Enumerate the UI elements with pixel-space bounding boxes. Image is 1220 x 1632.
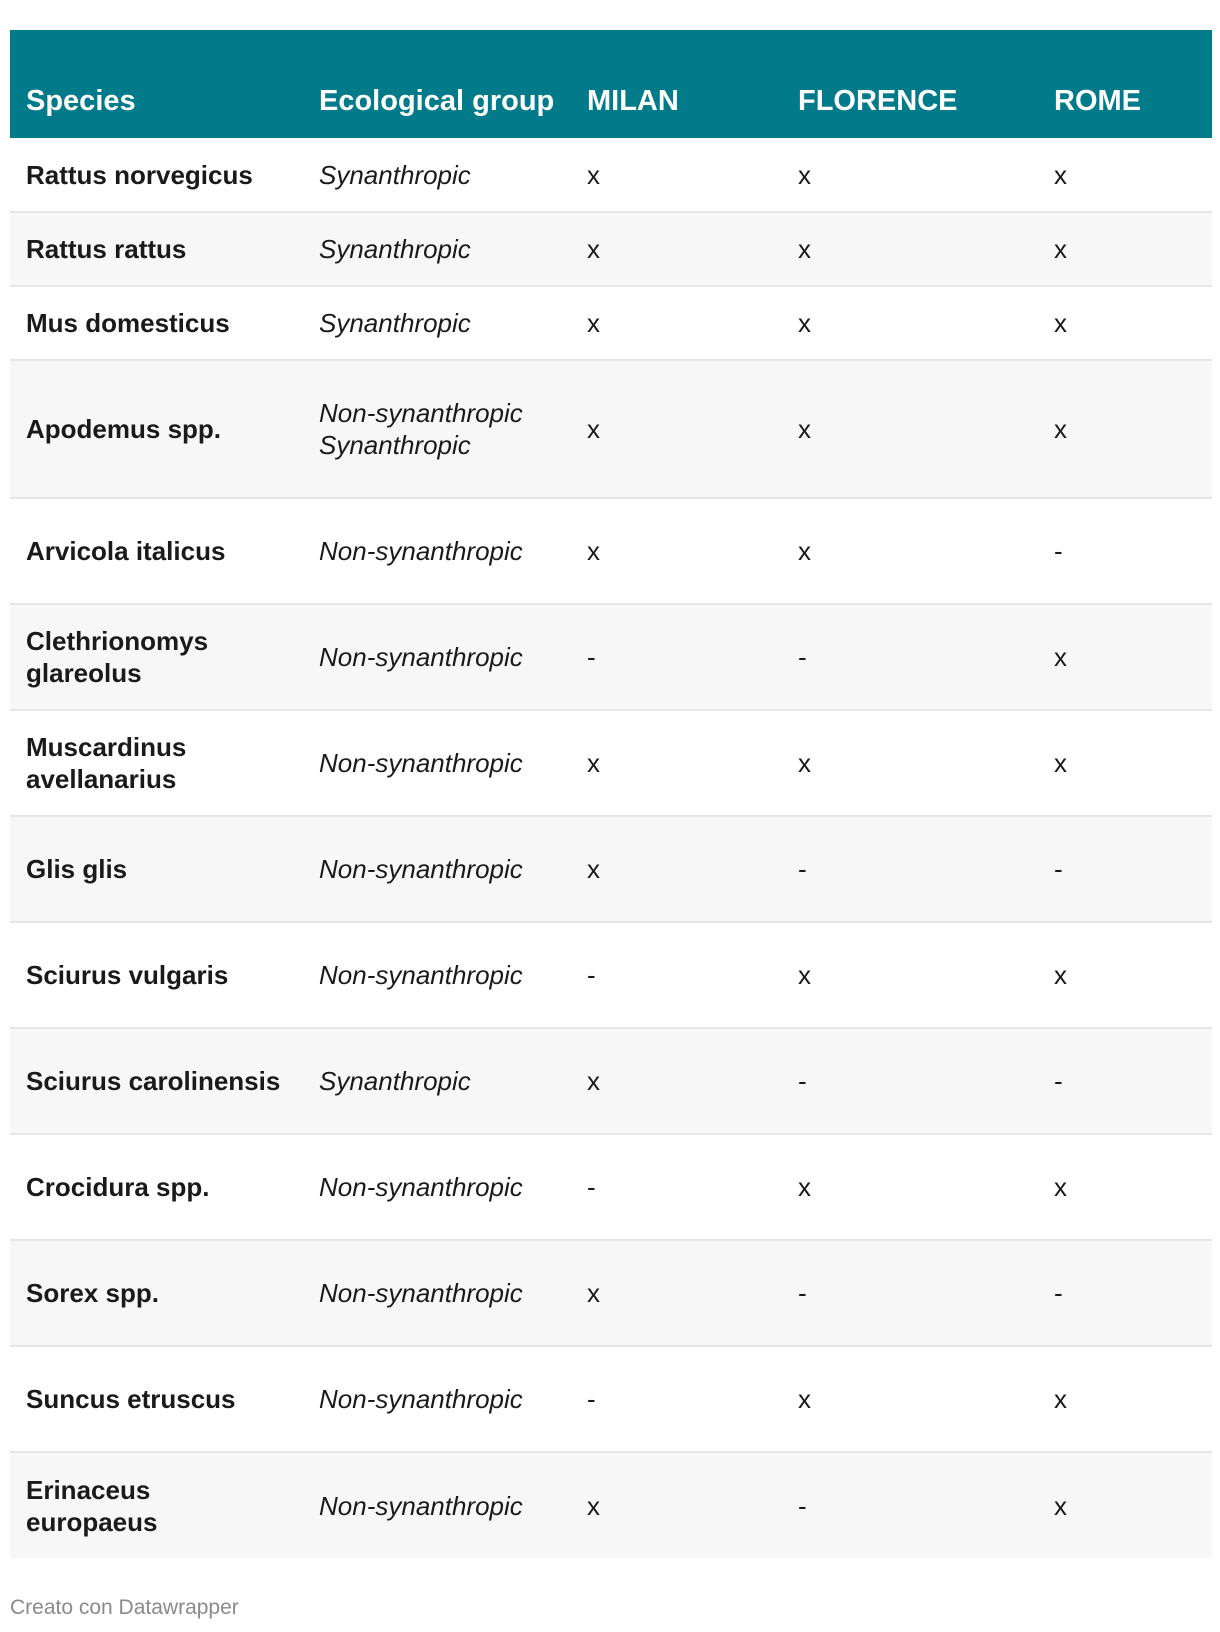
florence-cell: x: [798, 748, 811, 778]
table-row: [10, 212, 1212, 286]
table-row: [10, 1240, 1212, 1346]
table-header: [10, 30, 1212, 138]
table-row: [10, 1134, 1212, 1240]
table-row: [10, 360, 1212, 498]
milan-cell: x: [587, 159, 600, 190]
header-milan[interactable]: MILAN: [587, 85, 679, 117]
ecological-group-cell: Non-synanthropic: [319, 960, 523, 990]
milan-cell: -: [587, 1172, 596, 1202]
table-row: [10, 1346, 1212, 1452]
table-row: [10, 138, 1212, 212]
rome-cell: -: [1054, 536, 1063, 566]
milan-cell: x: [587, 536, 600, 566]
header-ecological-group[interactable]: Ecological group: [319, 85, 555, 117]
ecological-group-cell: Non-synanthropic: [319, 748, 523, 778]
ecological-group-cell: Synanthropic: [319, 1066, 471, 1096]
species-cell: Rattus norvegicus: [26, 159, 253, 190]
rome-cell: x: [1054, 748, 1067, 778]
rome-cell: x: [1054, 414, 1067, 444]
florence-cell: x: [798, 414, 811, 444]
ecological-group-cell: Non-synanthropic: [319, 1172, 523, 1202]
florence-cell: x: [798, 308, 811, 338]
rome-cell: x: [1054, 234, 1067, 264]
table-row: [10, 604, 1212, 710]
ecological-group-cell: Non-synanthropic: [319, 1490, 523, 1521]
milan-cell: -: [587, 1384, 596, 1414]
species-table-container: [10, 30, 1212, 1558]
florence-cell: -: [798, 854, 807, 884]
rome-cell: x: [1054, 159, 1067, 190]
florence-cell: x: [798, 536, 811, 566]
ecological-group-cell: Synanthropic: [319, 159, 471, 190]
table-row: [10, 816, 1212, 922]
species-cell: Apodemus spp.: [26, 414, 222, 444]
table-row: [10, 286, 1212, 360]
rome-cell: x: [1054, 1384, 1067, 1414]
species-cell: Sciurus vulgaris: [26, 960, 229, 990]
species-cell: Sorex spp.: [26, 1278, 159, 1308]
species-table: [10, 30, 1212, 1558]
milan-cell: x: [587, 308, 600, 338]
milan-cell: x: [587, 414, 600, 444]
table-row: [10, 1452, 1212, 1558]
species-cell: Sciurus carolinensis: [26, 1066, 281, 1096]
table-row: [10, 1028, 1212, 1134]
species-cell: Suncus etruscus: [26, 1384, 236, 1414]
table-row: [10, 710, 1212, 816]
ecological-group-cell: Non-synanthropic: [319, 854, 523, 884]
rome-cell: x: [1054, 642, 1067, 672]
rome-cell: -: [1054, 1278, 1063, 1308]
milan-cell: x: [587, 748, 600, 778]
header-species[interactable]: Species: [26, 85, 136, 117]
species-cell: Arvicola italicus: [26, 536, 226, 566]
rome-cell: x: [1054, 1172, 1067, 1202]
florence-cell: x: [798, 1384, 811, 1414]
species-cell: Erinaceus europaeus: [26, 1474, 158, 1537]
florence-cell: x: [798, 960, 811, 990]
ecological-group-cell: Synanthropic: [319, 234, 471, 264]
header-rome[interactable]: ROME: [1054, 85, 1141, 117]
milan-cell: x: [587, 854, 600, 884]
florence-cell: x: [798, 159, 811, 190]
milan-cell: x: [587, 1490, 600, 1521]
rome-cell: x: [1054, 960, 1067, 990]
species-cell: Glis glis: [26, 854, 128, 884]
rome-cell: -: [1054, 1066, 1063, 1096]
species-cell: Mus domesticus: [26, 308, 230, 338]
milan-cell: x: [587, 1066, 600, 1096]
milan-cell: -: [587, 642, 596, 672]
milan-cell: x: [587, 234, 600, 264]
species-cell: Muscardinus avellanarius: [26, 732, 187, 794]
rome-cell: -: [1054, 854, 1063, 884]
florence-cell: -: [798, 1490, 807, 1521]
ecological-group-cell: Non-synanthropic Synanthropic: [319, 398, 523, 460]
species-cell: Clethrionomys glareolus: [26, 626, 209, 688]
milan-cell: x: [587, 1278, 600, 1308]
header-row: [10, 30, 1212, 138]
table-body: [10, 138, 1212, 1558]
ecological-group-cell: Synanthropic: [319, 308, 471, 338]
florence-cell: x: [798, 1172, 811, 1202]
ecological-group-cell: Non-synanthropic: [319, 1384, 523, 1414]
ecological-group-cell: Non-synanthropic: [319, 1278, 523, 1308]
florence-cell: x: [798, 234, 811, 264]
species-cell: Rattus rattus: [26, 234, 187, 264]
species-cell: Crocidura spp.: [26, 1172, 210, 1202]
florence-cell: -: [798, 1066, 807, 1096]
table-row: [10, 922, 1212, 1028]
rome-cell: x: [1054, 308, 1067, 338]
florence-cell: -: [798, 642, 807, 672]
header-florence[interactable]: FLORENCE: [798, 85, 958, 117]
milan-cell: -: [587, 960, 596, 990]
ecological-group-cell: Non-synanthropic: [319, 536, 523, 566]
florence-cell: -: [798, 1278, 807, 1308]
rome-cell: x: [1054, 1490, 1067, 1521]
ecological-group-cell: Non-synanthropic: [319, 642, 523, 672]
table-row: [10, 498, 1212, 604]
datawrapper-credit-link[interactable]: Creato con Datawrapper: [10, 1596, 239, 1619]
